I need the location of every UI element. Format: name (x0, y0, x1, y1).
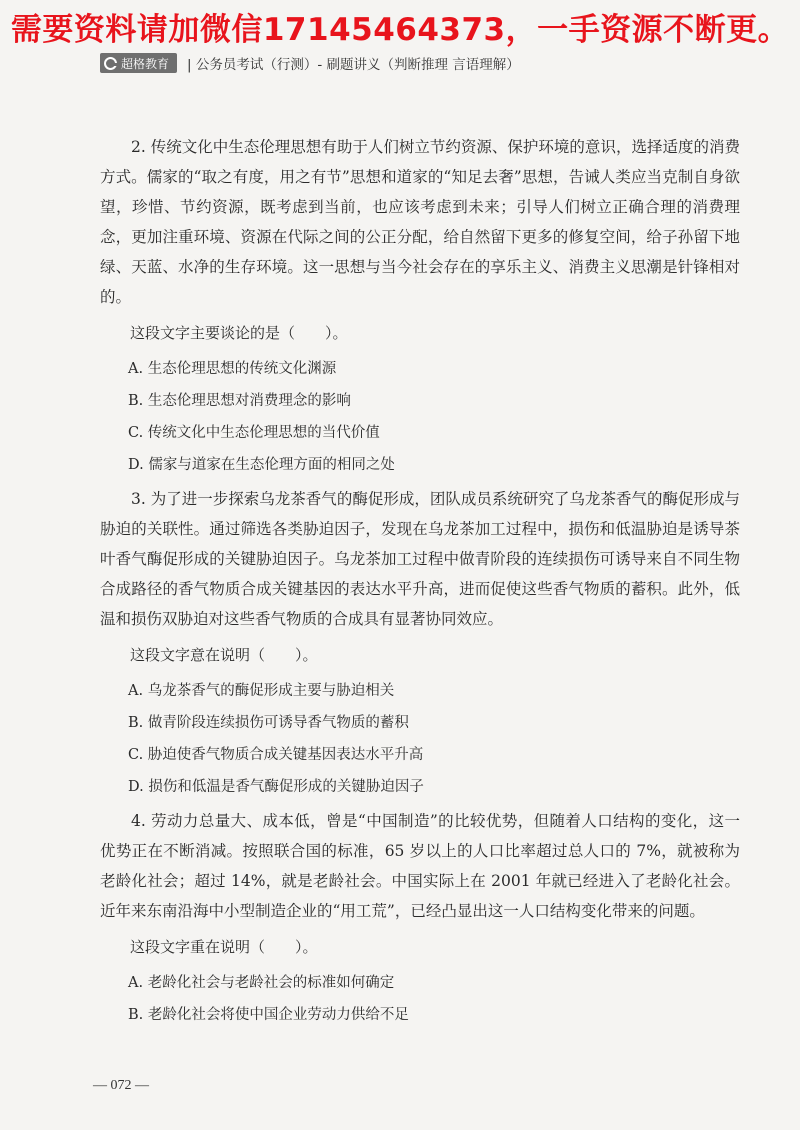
page-number: — 072 — (93, 1078, 149, 1093)
page-header (100, 52, 520, 74)
passage-text: 3. 为了进一步探索乌龙茶香气的酶促形成，团队成员系统研究了乌龙茶香气的酶促形成与胁迫的关联性。通过筛选各类胁迫因子，发现在乌龙茶加工过程中，损伤和低温胁迫是诱导茶叶香气酶促形成的关键胁迫因子。乌龙茶加工过程中做青阶段的连续损伤可诱导来自不同生物合成路径的香气物质合成关键基因的表达水平升高，进而促使这些香气物质的蓄积。此外，低温和损伤双胁迫对这些香气物质的合成具有显著协同效应。 (100, 490, 740, 628)
logo-icon (104, 57, 117, 70)
question-stem: 这段文字重在说明（ ）。 (130, 938, 318, 956)
question-stem: 这段文字主要谈论的是（ ）。 (130, 324, 348, 342)
header-title: | 公务员考试（行测）- 刷题讲义（判断推理 言语理解） (187, 57, 520, 73)
passage-text: 4. 劳动力总量大、成本低，曾是“中国制造”的比较优势，但随着人口结构的变化，这一优势正在不断消减。按照联合国的标准，65 岁以上的人口比率超过总人口的 7%，就被称为老龄化社会；超过 14%，就是老龄社会。中国实际上在 2001 年就已经进入了老龄化社会。近年来东南沿海中小型制造企业的“用工荒”，已经凸显出这一人口结构变化带来的问题。 (100, 812, 740, 920)
option-b: B. 做青阶段连续损伤可诱导香气物质的蓄积 (128, 715, 409, 731)
option-a: A. 乌龙茶香气的酶促形成主要与胁迫相关 (128, 683, 395, 699)
promo-banner: 需要资料请加微信17145464373，一手资源不断更。 (10, 12, 790, 48)
option-c: C. 胁迫使香气物质合成关键基因表达水平升高 (128, 747, 424, 763)
logo-text: 超格教育 (121, 56, 170, 71)
question-item-3 (100, 484, 740, 798)
option-c: C. 传统文化中生态伦理思想的当代价值 (128, 425, 380, 441)
option-b: B. 生态伦理思想对消费理念的影响 (128, 393, 351, 409)
passage-text: 2. 传统文化中生态伦理思想有助于人们树立节约资源、保护环境的意识，选择适度的消费方式。儒家的“取之有度，用之有节”思想和道家的“知足去奢”思想，告诫人类应当克制自身欲望，珍惜、节约资源，既考虑到当前，也应该考虑到未来；引导人们树立正确合理的消费理念，更加注重环境、资源在代际之间的公正分配，给自然留下更多的修复空间，给子孙留下地绿、天蓝、水净的生存环境。这一思想与当今社会存在的享乐主义、消费主义思潮是针锋相对的。 (100, 138, 740, 306)
option-a: A. 生态伦理思想的传统文化渊源 (128, 361, 337, 377)
page-content (100, 124, 740, 1026)
option-d: D. 损伤和低温是香气酶促形成的关键胁迫因子 (128, 779, 424, 795)
option-b: B. 老龄化社会将使中国企业劳动力供给不足 (128, 1007, 409, 1023)
question-item-2 (100, 132, 740, 476)
option-a: A. 老龄化社会与老龄社会的标准如何确定 (128, 975, 395, 991)
option-d: D. 儒家与道家在生态伦理方面的相同之处 (128, 457, 395, 473)
question-item-4 (100, 806, 740, 1026)
publisher-logo (100, 53, 177, 73)
question-stem: 这段文字意在说明（ ）。 (130, 646, 318, 664)
